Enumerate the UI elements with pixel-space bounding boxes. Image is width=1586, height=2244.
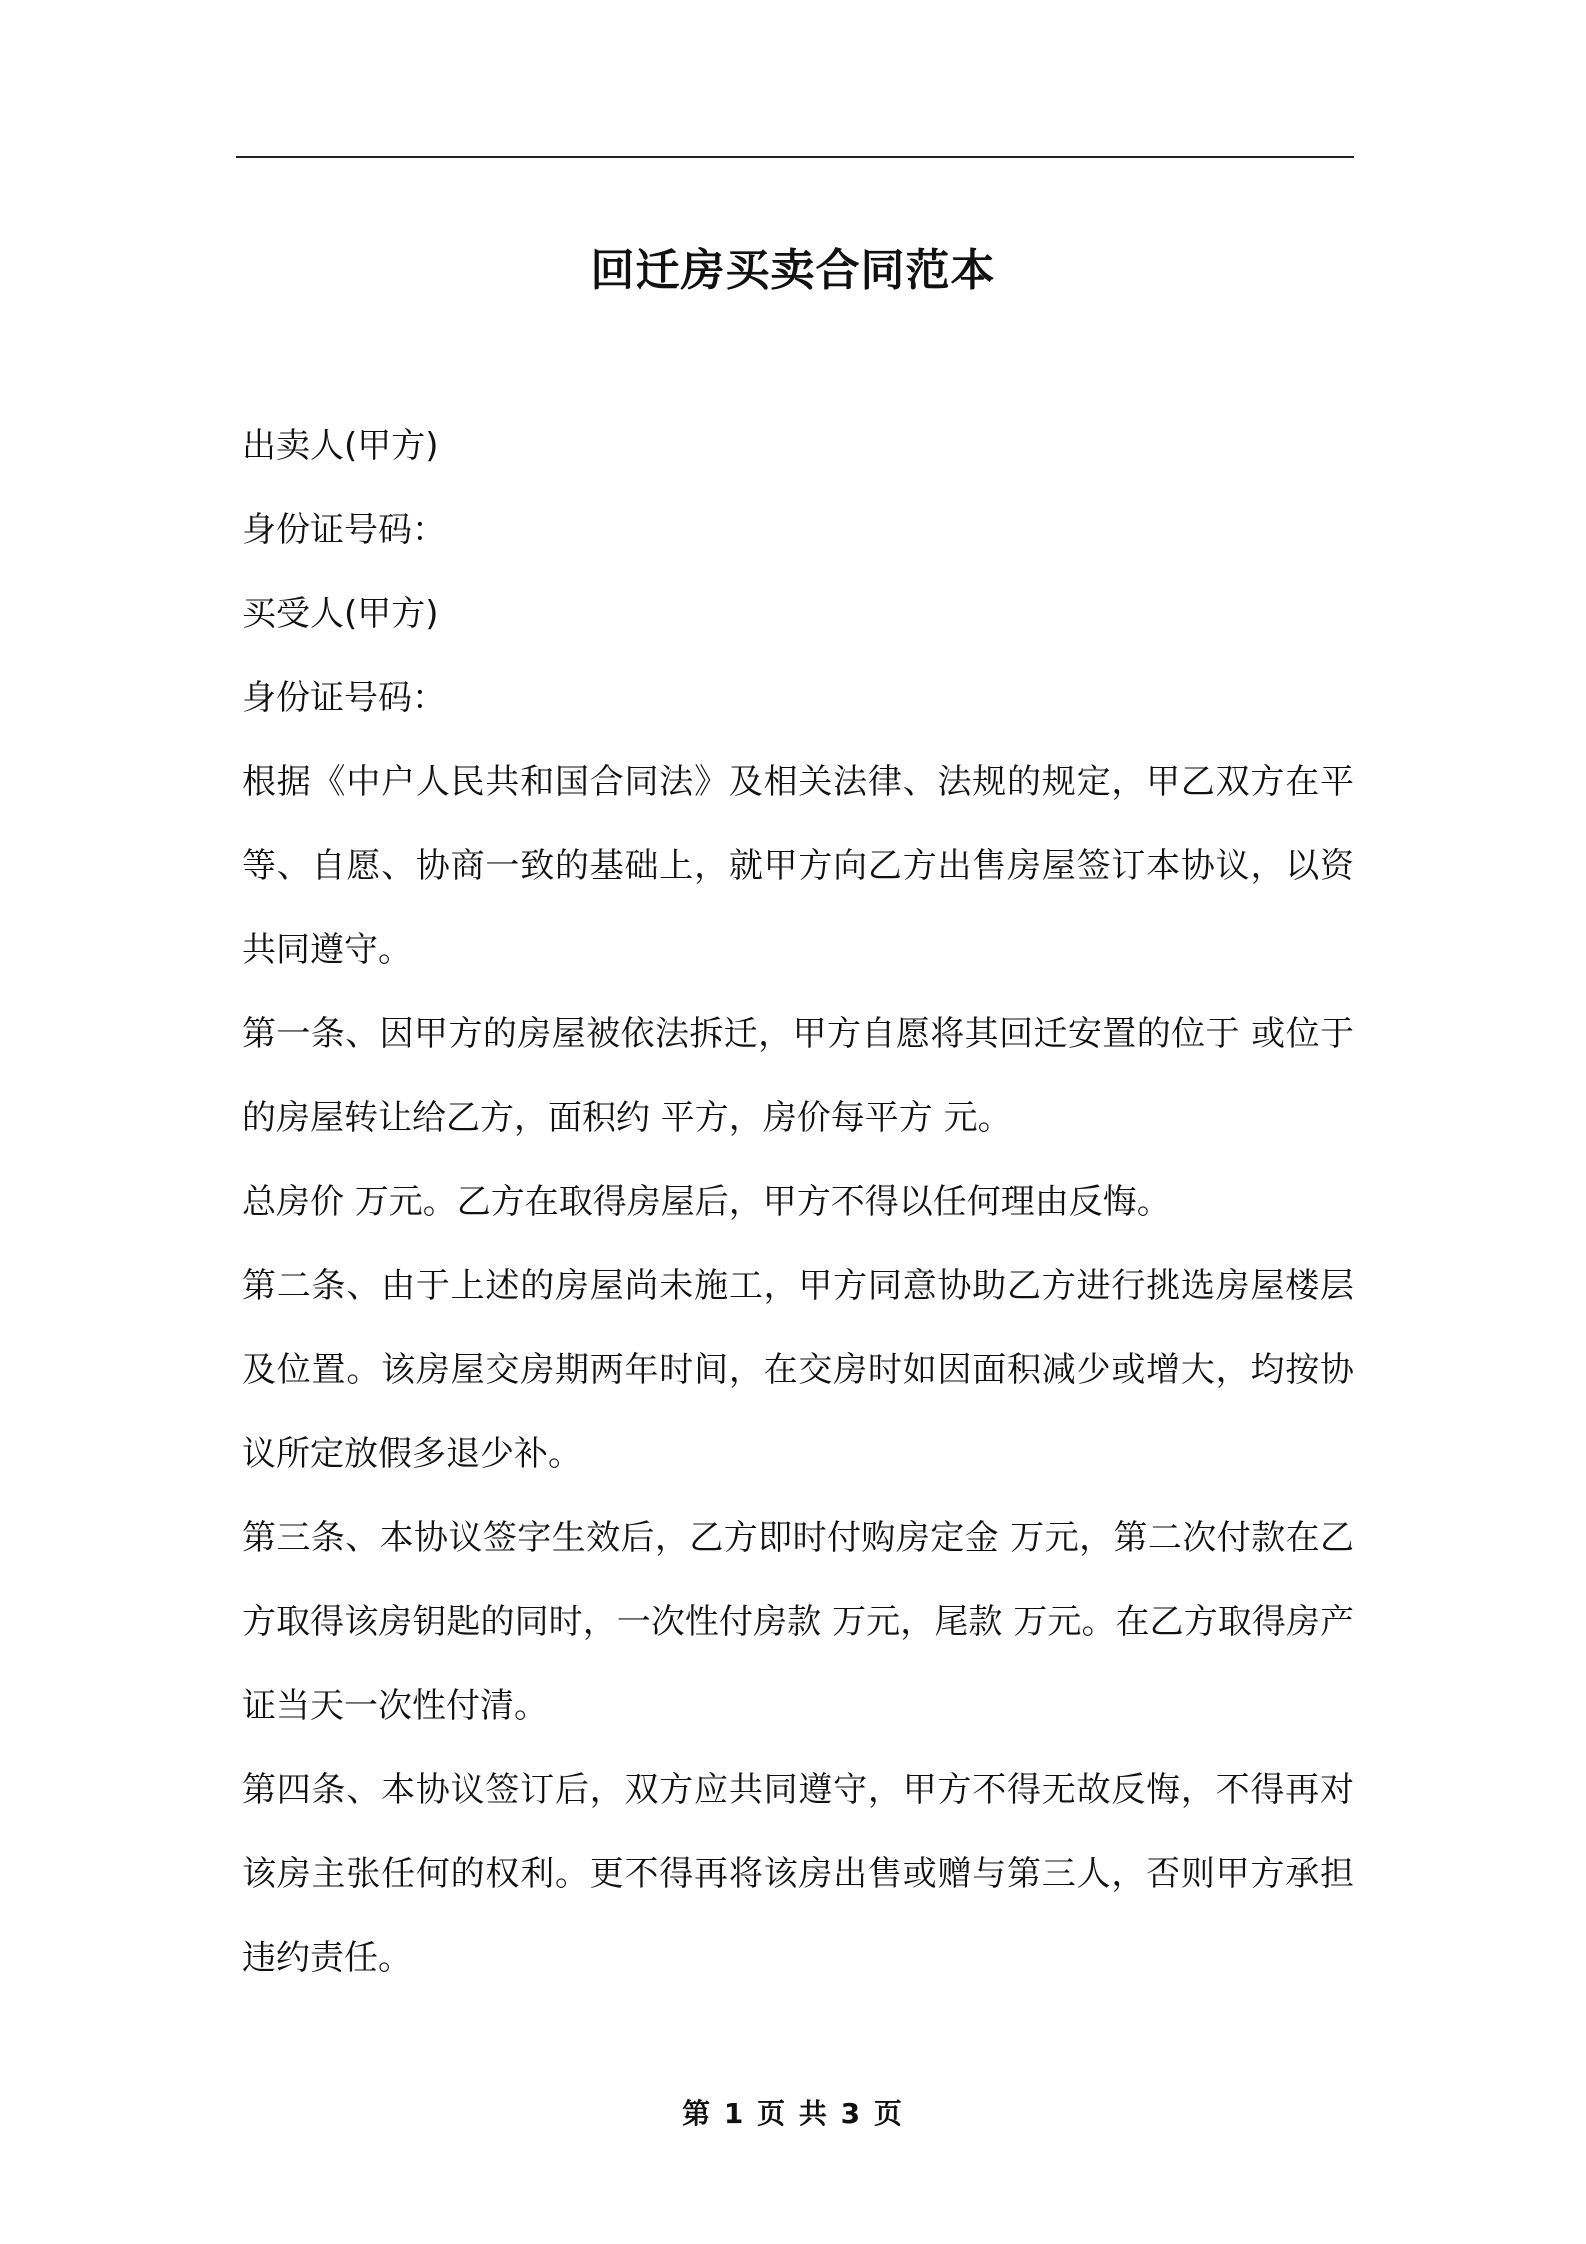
seller-id-label: 身份证号码： (242, 510, 446, 550)
preamble-paragraph: 根据《中户人民共和国合同法》及相关法律、法规的规定，甲乙双方在平等、自愿、协商一致的基础上，就甲方向乙方出售房屋签订本协议，以资共同遵守。 (242, 762, 1354, 970)
header-rule (236, 156, 1354, 158)
article-2-paragraph: 第二条、由于上述的房屋尚未施工，甲方同意协助乙方进行挑选房屋楼层及位置。该房屋交房期两年时间，在交房时如因面积减少或增大，均按协议所定放假多退少补。 (242, 1266, 1354, 1474)
article-1-paragraph: 第一条、因甲方的房屋被依法拆迁，甲方自愿将其回迁安置的位于 或位于 的房屋转让给乙方，面积约 平方，房价每平方 元。 (242, 1014, 1354, 1138)
page-number-footer: 第 1 页 共 3 页 (682, 2097, 904, 2130)
total-price-paragraph: 总房价 万元。乙方在取得房屋后，甲方不得以任何理由反悔。 (242, 1182, 1171, 1222)
buyer-id-label: 身份证号码： (242, 678, 446, 718)
article-3-paragraph: 第三条、本协议签字生效后，乙方即时付购房定金 万元，第二次付款在乙方取得该房钥匙的同时，一次性付房款 万元，尾款 万元。在乙方取得房产证当天一次性付清。 (242, 1518, 1354, 1726)
buyer-label: 买受人(甲方) (242, 594, 439, 634)
document-body (242, 404, 1354, 2000)
document-title: 回迁房买卖合同范本 (590, 245, 996, 297)
seller-label: 出卖人(甲方) (242, 426, 439, 466)
article-4-paragraph: 第四条、本协议签订后，双方应共同遵守，甲方不得无故反悔，不得再对该房主张任何的权利。更不得再将该房出售或赠与第三人，否则甲方承担违约责任。 (242, 1770, 1354, 1978)
